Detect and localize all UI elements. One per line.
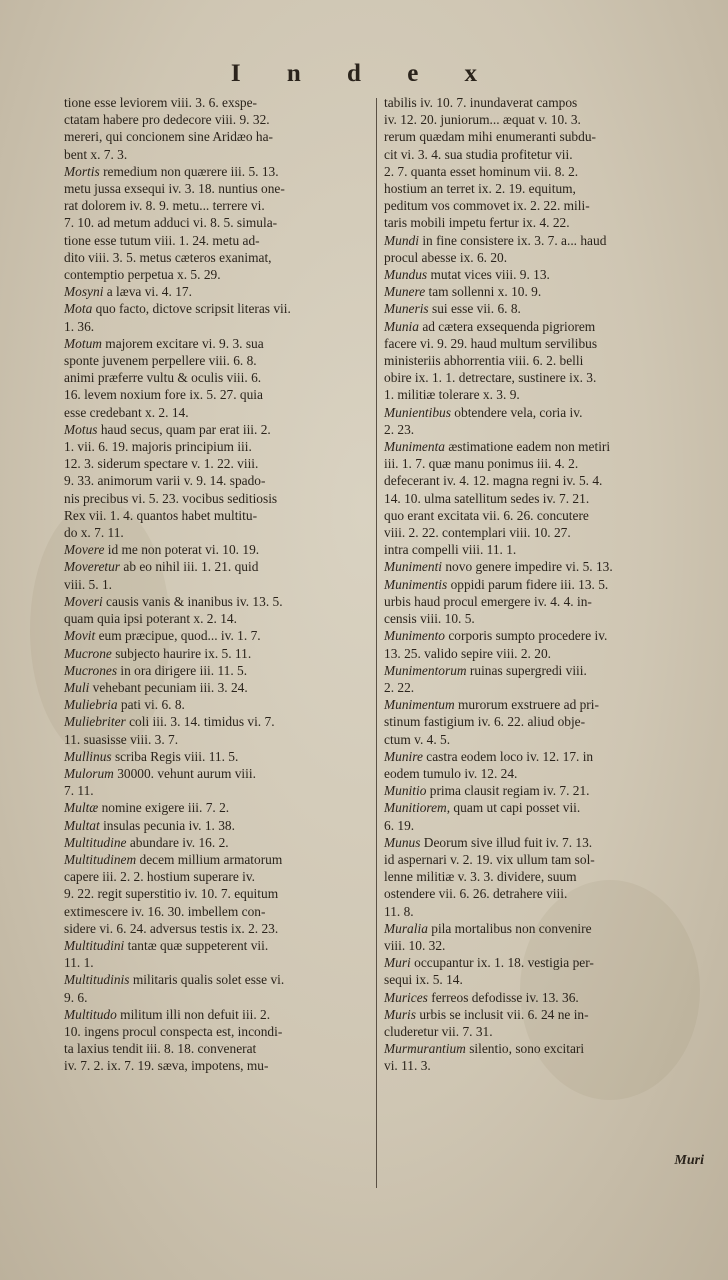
index-line [64, 834, 382, 851]
entry-text: 11. suasisse viii. 3. 7. [64, 731, 179, 747]
index-line [64, 885, 382, 902]
entry-text: extimescere iv. 16. 30. imbellem con- [64, 903, 266, 919]
headword: Munimenti [384, 559, 443, 575]
entry-text: hostium an terret ix. 2. 19. equitum, [384, 181, 576, 197]
entry-text: intra compelli viii. 11. 1. [384, 542, 517, 558]
index-line [64, 1057, 382, 1074]
index-line [64, 249, 382, 266]
entry-text: iv. 12. 20. juniorum... æquat v. 10. 3. [384, 112, 581, 128]
index-column-right [384, 94, 702, 1075]
entry-text: facere vi. 9. 29. haud multum servilibus [384, 335, 598, 351]
index-line [64, 163, 382, 180]
headword: Munire [384, 748, 423, 764]
entry-text: pati vi. 6. 8. [117, 697, 185, 713]
index-line [384, 971, 702, 988]
index-line [384, 903, 702, 920]
entry-text: majorem excitare vi. 9. 3. sua [101, 335, 264, 351]
headword: Multitudini [64, 937, 125, 953]
index-line [384, 1006, 702, 1023]
index-line [384, 920, 702, 937]
entry-text: iii. 1. 7. quæ manu ponimus iii. 4. 2. [384, 456, 579, 472]
entry-text: quam quia ipsi poterant x. 2. 14. [64, 611, 237, 627]
index-line [384, 662, 702, 679]
headword: Muliebria [64, 697, 118, 713]
entry-text: rat dolorem iv. 8. 9. metu... terrere vi. [64, 198, 265, 214]
headword: Munimentum [384, 697, 455, 713]
catchword: Muri [674, 1153, 704, 1168]
index-line [64, 507, 382, 524]
index-line [64, 558, 382, 575]
index-line [384, 163, 702, 180]
index-line [384, 352, 702, 369]
entry-text: viii. 2. 22. contemplari viii. 10. 27. [384, 525, 571, 541]
index-line [64, 111, 382, 128]
entry-text: sui esse vii. 6. 8. [428, 301, 521, 317]
entry-text: peditum vos commovet ix. 2. 22. mili- [384, 198, 590, 214]
index-line [384, 524, 702, 541]
entry-text: metu jussa exsequi iv. 3. 18. nuntius one- [64, 181, 285, 197]
entry-text: ctum v. 4. 5. [384, 731, 451, 747]
entry-text: tam sollenni x. 10. 9. [425, 284, 542, 300]
index-line [64, 731, 382, 748]
index-line [384, 799, 702, 816]
entry-text: novo genere impedire vi. 5. 13. [442, 559, 613, 575]
headword: Murices [384, 989, 428, 1005]
index-line [64, 576, 382, 593]
entry-text: oppidi parum fidere iii. 13. 5. [447, 576, 609, 592]
index-line [384, 558, 702, 575]
index-line [64, 369, 382, 386]
entry-text: dito viii. 3. 5. metus cæteros exanimat, [64, 249, 272, 265]
headword: Multitudinem [64, 851, 137, 867]
entry-text: æstimatione eadem non metiri [445, 439, 611, 455]
entry-text: viii. 5. 1. [64, 576, 112, 592]
headword: Mullinus [64, 748, 112, 764]
entry-text: censis viii. 10. 5. [384, 611, 475, 627]
index-line [384, 386, 702, 403]
index-line [64, 421, 382, 438]
entry-text: mereri, qui concionem sine Aridæo ha- [64, 129, 273, 145]
index-line [64, 627, 382, 644]
entry-text: in fine consistere ix. 3. 7. a... haud [418, 232, 607, 248]
entry-text: defecerant iv. 4. 12. magna regni iv. 5. 4. [384, 473, 603, 489]
index-line [384, 128, 702, 145]
index-line [384, 937, 702, 954]
index-line [64, 214, 382, 231]
index-line [64, 352, 382, 369]
index-line [384, 696, 702, 713]
entry-text: vi. 11. 3. [384, 1058, 431, 1074]
entry-text: tione esse leviorem viii. 3. 6. exspe- [64, 95, 258, 110]
index-line [384, 765, 702, 782]
headword: Mundi [384, 232, 419, 248]
index-line [64, 989, 382, 1006]
entry-text: occupantur ix. 1. 18. vestigia per- [410, 955, 594, 971]
headword: Moveretur [64, 559, 121, 575]
entry-text: ruinas supergredi viii. [466, 662, 587, 678]
index-line [64, 937, 382, 954]
index-line [64, 266, 382, 283]
entry-text: sidere vi. 6. 24. adversus testis ix. 2. 23. [64, 920, 279, 936]
index-line [64, 180, 382, 197]
headword: Motum [64, 335, 102, 351]
index-line [64, 490, 382, 507]
entry-text: 1. 36. [64, 318, 95, 334]
entry-text: cluderetur vii. 7. 31. [384, 1023, 493, 1039]
entry-text: ta laxius tendit iii. 8. 18. convenerat [64, 1041, 257, 1057]
headword: Munus [384, 834, 421, 850]
entry-text: viii. 10. 32. [384, 937, 446, 953]
index-line [384, 834, 702, 851]
index-line [64, 713, 382, 730]
entry-text: corporis sumpto procedere iv. [445, 628, 608, 644]
entry-text: esse credebant x. 2. 14. [64, 404, 189, 420]
entry-text: haud secus, quam par erat iii. 2. [97, 421, 271, 437]
entry-text: 9. 33. animorum varii v. 9. 14. spado- [64, 473, 266, 489]
headword: Multitudine [64, 834, 127, 850]
headword: Mucrone [64, 645, 112, 661]
index-line [384, 627, 702, 644]
headword: Munimentis [384, 576, 448, 592]
entry-text: animi præferre vultu & oculis viii. 6. [64, 370, 262, 386]
entry-text: prima clausit regiam iv. 7. 21. [426, 783, 590, 799]
index-line [384, 610, 702, 627]
index-line [384, 868, 702, 885]
entry-text: mutat vices viii. 9. 13. [427, 267, 550, 283]
entry-text: lenne militiæ v. 3. 3. dividere, suum [384, 869, 577, 885]
index-line [384, 146, 702, 163]
entry-text: quo facto, dictove scripsit literas vii. [92, 301, 291, 317]
headword: Munimentorum [384, 662, 467, 678]
entry-text: 2. 23. [384, 421, 415, 437]
index-line [64, 232, 382, 249]
entry-text: silentio, sono excitari [465, 1041, 585, 1057]
index-line [384, 94, 702, 111]
entry-text: ab eo nihil iii. 1. 21. quid [120, 559, 259, 575]
headword: Mosyni [64, 284, 104, 300]
index-line [64, 524, 382, 541]
headword: Munia [384, 318, 419, 334]
entry-text: abundare iv. 16. 2. [126, 834, 229, 850]
entry-text: 11. 1. [64, 955, 94, 971]
entry-text: 2. 7. quanta esset hominum vii. 8. 2. [384, 163, 579, 179]
headword: Mulorum [64, 765, 114, 781]
index-line [384, 455, 702, 472]
headword: Multitudo [64, 1006, 117, 1022]
entry-text: murorum exstruere ad pri- [454, 697, 599, 713]
entry-text: 2. 22. [384, 679, 415, 695]
entry-text: sponte juvenem perpellere viii. 6. 8. [64, 353, 257, 369]
index-line [384, 404, 702, 421]
index-line [384, 111, 702, 128]
index-line [384, 989, 702, 1006]
index-line [64, 868, 382, 885]
entry-text: Deorum sive illud fuit iv. 7. 13. [420, 834, 593, 850]
index-line [64, 300, 382, 317]
headword: Munere [384, 284, 426, 300]
entry-text: 6. 19. [384, 817, 415, 833]
entry-text: 13. 25. valido sepire viii. 2. 20. [384, 645, 551, 661]
index-line [384, 576, 702, 593]
index-line [384, 782, 702, 799]
entry-text: urbis se inclusit vii. 6. 24 ne in- [416, 1006, 589, 1022]
index-line [64, 610, 382, 627]
entry-text: tantæ quæ suppeterent vii. [124, 937, 269, 953]
index-line [384, 335, 702, 352]
entry-text: insulas pecunia iv. 1. 38. [99, 817, 235, 833]
index-line [384, 713, 702, 730]
entry-text: 9. 6. [64, 989, 88, 1005]
entry-text: vehebant pecuniam iii. 3. 24. [89, 679, 248, 695]
entry-text: , quam ut capi posset vii. [446, 800, 581, 816]
index-line [384, 1040, 702, 1057]
index-line [64, 197, 382, 214]
index-line [64, 472, 382, 489]
headword: Munitiorem [384, 800, 447, 816]
index-line [384, 541, 702, 558]
entry-text: do x. 7. 11. [64, 525, 124, 541]
headword: Munientibus [384, 404, 451, 420]
index-line [64, 318, 382, 335]
index-line [384, 232, 702, 249]
entry-text: taris mobili impetu fertur ix. 4. 22. [384, 215, 570, 231]
headword: Muli [64, 679, 90, 695]
entry-text: 7. 11. [64, 783, 94, 799]
index-line [384, 369, 702, 386]
index-line [64, 541, 382, 558]
index-line [64, 386, 382, 403]
entry-text: 7. 10. ad metum adduci vi. 8. 5. simula- [64, 215, 278, 231]
index-line [64, 679, 382, 696]
entry-text: Rex vii. 1. 4. quantos habet multitu- [64, 507, 258, 523]
headword: Movere [64, 542, 105, 558]
index-line [384, 490, 702, 507]
index-line [64, 748, 382, 765]
index-line [64, 1006, 382, 1023]
headword: Muliebriter [64, 714, 126, 730]
index-line [384, 318, 702, 335]
headword: Muris [384, 1006, 416, 1022]
index-line [64, 903, 382, 920]
entry-text: id aspernari v. 2. 19. vix ullum tam sol- [384, 851, 595, 867]
entry-text: causis vanis & inanibus iv. 13. 5. [102, 593, 283, 609]
headword: Muri [384, 955, 411, 971]
entry-text: capere iii. 2. 2. hostium superare iv. [64, 869, 256, 885]
entry-text: sequi ix. 5. 14. [384, 972, 463, 988]
index-line [384, 885, 702, 902]
entry-text: rerum quædam mihi enumeranti subdu- [384, 129, 596, 145]
entry-text: 9. 22. regit superstitio iv. 10. 7. equitum [64, 886, 279, 902]
index-line [64, 765, 382, 782]
entry-text: remedium non quærere iii. 5. 13. [99, 163, 279, 179]
index-line [64, 283, 382, 300]
entry-text: obtendere vela, coria iv. [450, 404, 583, 420]
index-line [384, 180, 702, 197]
entry-text: ad cætera exsequenda pigriorem [418, 318, 596, 334]
entry-text: 11. 8. [384, 903, 414, 919]
entry-text: a læva vi. 4. 17. [103, 284, 192, 300]
index-line [64, 128, 382, 145]
index-line [384, 1057, 702, 1074]
index-line [64, 404, 382, 421]
index-line [384, 817, 702, 834]
index-line [64, 94, 382, 111]
entry-text: 10. ingens procul conspecta est, incondi- [64, 1023, 283, 1039]
headword: Multitudinis [64, 972, 130, 988]
entry-text: nomine exigere iii. 7. 2. [98, 800, 230, 816]
index-line [64, 799, 382, 816]
entry-text: stinum fastigium iv. 6. 22. aliud obje- [384, 714, 586, 730]
index-line [384, 645, 702, 662]
index-line [64, 1023, 382, 1040]
index-line [64, 782, 382, 799]
index-line [64, 455, 382, 472]
entry-text: ctatam habere pro dedecore viii. 9. 32. [64, 112, 270, 128]
entry-text: obire ix. 1. 1. detrectare, sustinere ix. 3. [384, 370, 597, 386]
headword: Multæ [64, 800, 99, 816]
entry-text: 12. 3. siderum spectare v. 1. 22. viii. [64, 456, 259, 472]
entry-text: contemptio perpetua x. 5. 29. [64, 267, 221, 283]
entry-text: 30000. vehunt aurum viii. [113, 765, 256, 781]
headword: Multat [64, 817, 100, 833]
entry-text: decem millium armatorum [136, 851, 283, 867]
entry-text: 1. vii. 6. 19. majoris principium iii. [64, 439, 252, 455]
index-line [384, 214, 702, 231]
index-line [384, 954, 702, 971]
headword: Mortis [64, 163, 100, 179]
entry-text: cit vi. 3. 4. sua studia profitetur vii. [384, 146, 573, 162]
entry-text: 1. militiæ tolerare x. 3. 9. [384, 387, 520, 403]
entry-text: bent x. 7. 3. [64, 146, 128, 162]
index-line [64, 662, 382, 679]
index-line [64, 1040, 382, 1057]
page-header: I n d e x [230, 60, 498, 87]
entry-text: subjecto haurire ix. 5. 11. [111, 645, 252, 661]
entry-text: iv. 7. 2. ix. 7. 19. sæva, impotens, mu- [64, 1058, 269, 1074]
index-line [64, 438, 382, 455]
index-line [64, 954, 382, 971]
index-line [64, 593, 382, 610]
index-line [384, 731, 702, 748]
headword: Moveri [64, 593, 103, 609]
index-line [384, 1023, 702, 1040]
index-line [384, 748, 702, 765]
entry-text: ostendere vii. 6. 26. detrahere viii. [384, 886, 568, 902]
index-line [384, 421, 702, 438]
headword: Munimento [384, 628, 445, 644]
column-divider [376, 98, 377, 1188]
entry-text: nis precibus vi. 5. 23. vocibus seditiosis [64, 490, 278, 506]
index-line [384, 249, 702, 266]
headword: Movit [64, 628, 96, 644]
entry-text: ministeriis abhorrentia viii. 6. 2. belli [384, 353, 584, 369]
entry-text: 16. levem noxium fore ix. 5. 27. quia [64, 387, 263, 403]
entry-text: militaris qualis solet esse vi. [129, 972, 285, 988]
headword: Muneris [384, 301, 429, 317]
entry-text: urbis haud procul emergere iv. 4. 4. in- [384, 593, 592, 609]
index-line [64, 696, 382, 713]
entry-text: pila mortalibus non convenire [427, 920, 592, 936]
entry-text: 14. 10. ulma satellitum sedes iv. 7. 21. [384, 490, 590, 506]
index-line [64, 817, 382, 834]
entry-text: militum illi non defuit iii. 2. [116, 1006, 271, 1022]
index-line [384, 266, 702, 283]
index-line [384, 472, 702, 489]
index-line [384, 300, 702, 317]
index-line [384, 438, 702, 455]
index-line [384, 197, 702, 214]
index-line [64, 851, 382, 868]
entry-text: eodem tumulo iv. 12. 24. [384, 765, 518, 781]
entry-text: castra eodem loco iv. 12. 17. in [422, 748, 594, 764]
index-line [384, 679, 702, 696]
headword: Munimenta [384, 439, 445, 455]
index-line [64, 335, 382, 352]
index-line [384, 851, 702, 868]
entry-text: quo erant excitata vii. 6. 26. concutere [384, 507, 589, 523]
entry-text: in ora dirigere iii. 11. 5. [117, 662, 248, 678]
entry-text: coli iii. 3. 14. timidus vi. 7. [125, 714, 275, 730]
index-column-left [64, 94, 382, 1075]
index-line [384, 507, 702, 524]
index-line [384, 283, 702, 300]
entry-text: id me non poterat vi. 10. 19. [104, 542, 260, 558]
entry-text: scriba Regis viii. 11. 5. [111, 748, 239, 764]
entry-text: procul abesse ix. 6. 20. [384, 249, 508, 265]
headword: Mucrones [64, 662, 118, 678]
entry-text: ferreos defodisse iv. 13. 36. [427, 989, 579, 1005]
index-line [64, 971, 382, 988]
entry-text: tabilis iv. 10. 7. inundaverat campos [384, 95, 578, 110]
headword: Murmurantium [384, 1041, 466, 1057]
headword: Motus [64, 421, 98, 437]
index-line [64, 920, 382, 937]
index-line [384, 593, 702, 610]
headword: Munitio [384, 783, 427, 799]
index-line [64, 146, 382, 163]
headword: Mota [64, 301, 93, 317]
headword: Mundus [384, 267, 428, 283]
index-line [64, 645, 382, 662]
headword: Muralia [384, 920, 428, 936]
entry-text: eum præcipue, quod... iv. 1. 7. [95, 628, 261, 644]
entry-text: tione esse tutum viii. 1. 24. metu ad- [64, 232, 260, 248]
